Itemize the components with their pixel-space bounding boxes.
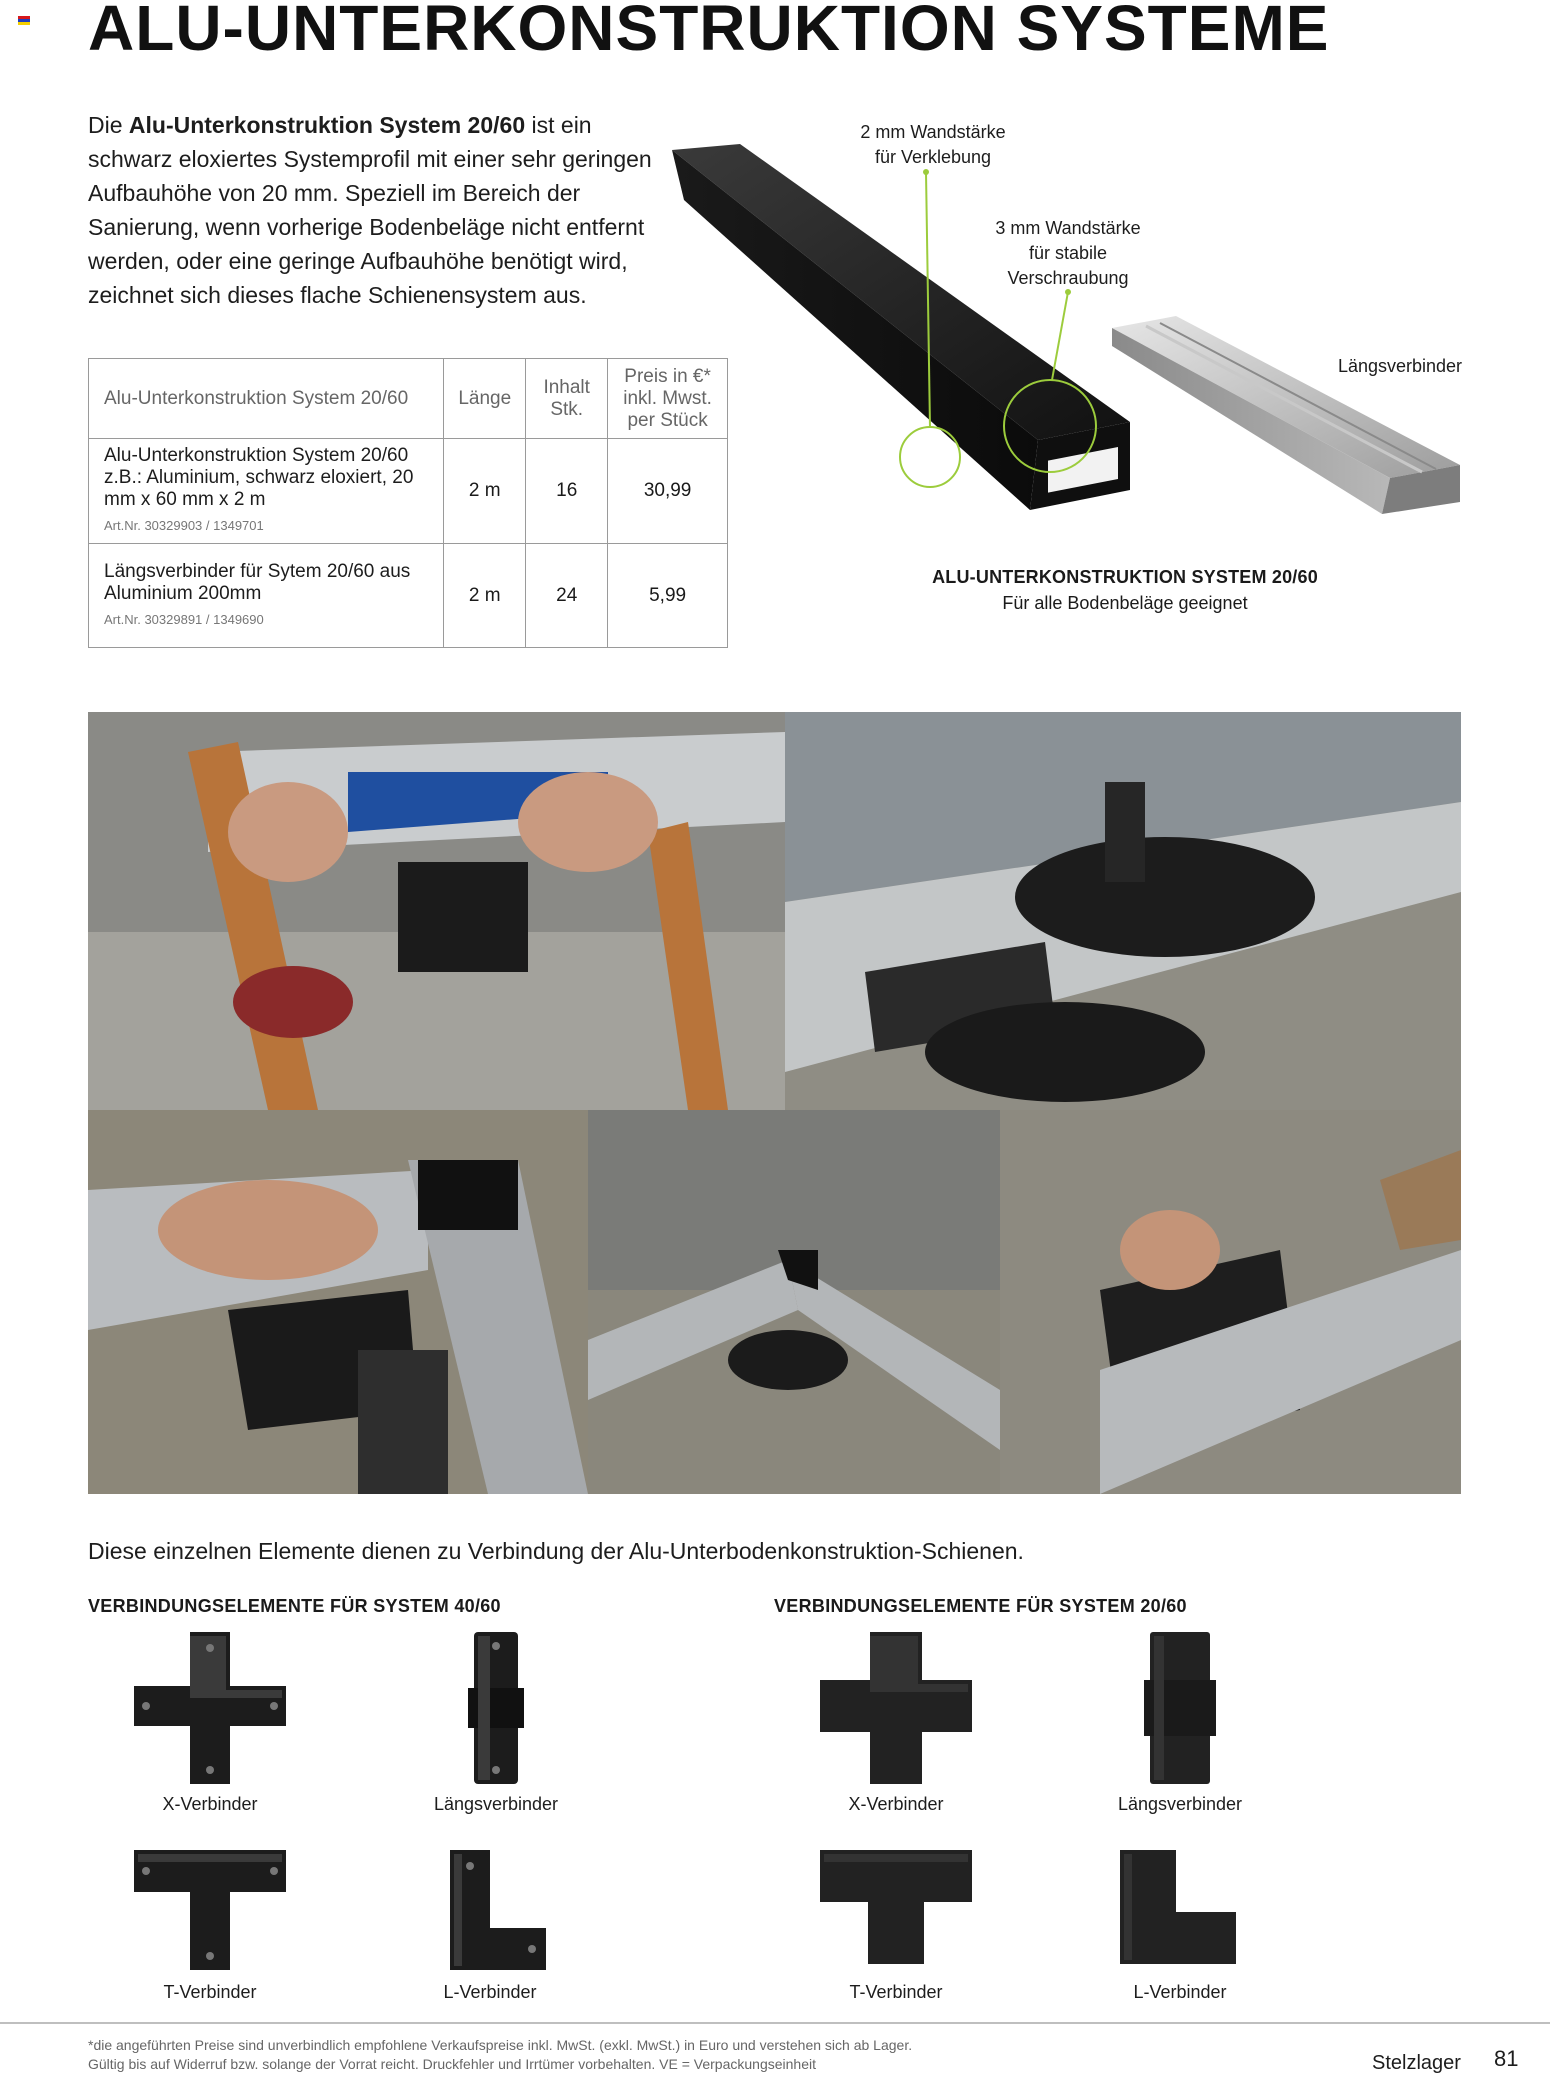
price-cell: 30,99 [608, 439, 728, 544]
price-cell: 5,99 [608, 544, 728, 648]
t-connector-icon [816, 1846, 976, 1976]
connector-label: Längsverbinder [433, 1794, 559, 1814]
header-product: Alu-Unterkonstruktion System 20/60 [89, 359, 444, 439]
header-length: Länge [444, 359, 526, 439]
qty-cell: 16 [526, 439, 608, 544]
article-number: Art.Nr. 30329903 / 1349701 [104, 518, 264, 533]
connector-label: X-Verbinder [848, 1794, 944, 1814]
profile-illustration [660, 110, 1480, 570]
table-row [89, 439, 728, 544]
product-caption-subtitle: Für alle Bodenbeläge geeignet [1002, 593, 1248, 613]
callout-2mm [838, 120, 1028, 170]
photo-drilling [88, 1110, 588, 1494]
callout-2mm-line2: für Verklebung [874, 147, 992, 167]
t-connector-icon [130, 1846, 290, 1976]
aluminium-profile-image [660, 110, 1480, 570]
intro-prefix: Die [88, 112, 129, 138]
footer-section-name: Stelzlager [1372, 2052, 1461, 2074]
length-cell: 2 m [444, 439, 526, 544]
page-number: 81 [1494, 2046, 1519, 2071]
connector-label: Längsverbinder [1117, 1794, 1243, 1814]
connector-item [110, 1628, 310, 1815]
callout-3mm-line3: Verschraubung [1007, 268, 1129, 288]
flag-stripe-yellow [18, 22, 30, 25]
section-heading-20-60: VERBINDUNGSELEMENTE FÜR SYSTEM 20/60 [774, 1596, 1187, 1616]
callout-line-3mm [1052, 292, 1068, 380]
connector-item [796, 1846, 996, 2003]
qty-cell: 24 [526, 544, 608, 648]
l-connector-icon [1100, 1846, 1260, 1976]
photo-corner-connector [588, 1110, 1000, 1494]
article-number: Art.Nr. 30329891 / 1349690 [104, 611, 264, 627]
footer-line-2: Gültig bis auf Widerruf bzw. solange der Vorrat reicht. Druckfehler und Irrtümer vorbehalten. VE = Verpackungseinheit [88, 2056, 816, 2072]
x-connector-icon [130, 1628, 290, 1788]
connector-item [390, 1846, 590, 2003]
header-qty: Inhalt Stk. [526, 359, 608, 439]
callout-2mm-line1: 2 mm Wandstärke [860, 122, 1006, 142]
product-name-cell [89, 544, 444, 648]
page-title: ALU-UNTERKONSTRUKTION SYSTEME [88, 0, 1330, 64]
straight-connector-icon [1100, 1628, 1260, 1788]
connector-item [1080, 1628, 1280, 1815]
l-connector-icon [410, 1846, 570, 1976]
photo-pedestal-tile [785, 712, 1461, 1110]
length-cell: 2 m [444, 544, 526, 648]
callout-circle-2mm [900, 427, 960, 487]
connectors-intro: Diese einzelnen Elemente dienen zu Verbindung der Alu-Unterbodenkonstruktion-Schienen. [88, 1538, 1024, 1564]
table-header-row [89, 359, 728, 439]
callout-3mm [968, 216, 1168, 291]
intro-product-name: Alu-Unterkonstruktion System 20/60 [128, 112, 526, 138]
straight-connector-icon [416, 1628, 576, 1788]
connector-label: L-Verbinder [443, 1982, 537, 2002]
connector-label: X-Verbinder [162, 1794, 258, 1814]
footer-disclaimer [88, 2036, 1088, 2074]
product-caption-heading: ALU-UNTERKONSTRUKTION SYSTEM 20/60 [932, 567, 1318, 587]
x-connector-icon [816, 1628, 976, 1788]
connector-item [396, 1628, 596, 1815]
intro-paragraph [88, 108, 668, 312]
product-caption [880, 564, 1370, 616]
product-name-cell [89, 439, 444, 544]
product-name: Längsverbinder für Sytem 20/60 aus Aluminium 200mm [104, 560, 411, 604]
callout-3mm-line1: 3 mm Wandstärke [995, 218, 1141, 238]
black-rail-top [672, 144, 1130, 440]
connector-label: T-Verbinder [163, 1982, 257, 2002]
footer-line-1: *die angeführten Preise sind unverbindlich empfohlene Verkaufspreise inkl. MwSt. (exkl. MwSt.) in Euro und verstehen sich ab Lager. [88, 2037, 913, 2053]
connector-item [1080, 1846, 1280, 2003]
product-table [88, 358, 728, 648]
footer-divider [0, 2022, 1550, 2024]
photo-placing-pedestal [1000, 1110, 1461, 1494]
connector-label: L-Verbinder [1133, 1982, 1227, 2002]
connector-label: T-Verbinder [849, 1982, 943, 2002]
intro-text: ist ein schwarz eloxiertes Systemprofil mit einer sehr geringen Aufbauhöhe von 20 mm. Speziell im Bereich der Sanierung, wenn vorherige Bodenbeläge nicht entfernt werden, oder eine geringe Aufbauhöhe benötigt wird, zeichnet sich dieses flache Schienensystem aus. [88, 112, 652, 308]
header-price: Preis in €* inkl. Mwst. per Stück [608, 359, 728, 439]
connector-item [796, 1628, 996, 1815]
table-row [89, 544, 728, 648]
connector-item [110, 1846, 310, 2003]
section-heading-40-60: VERBINDUNGSELEMENTE FÜR SYSTEM 40/60 [88, 1596, 501, 1616]
product-name: Alu-Unterkonstruktion System 20/60 z.B.: Aluminium, schwarz eloxiert, 20 mm x 60 mm x 2 m [104, 445, 414, 510]
language-flag-icon [18, 16, 30, 25]
callout-connector: Längsverbinder [1337, 356, 1463, 376]
callout-3mm-line2: für stabile [1028, 243, 1108, 263]
installation-photo-collage [88, 712, 1461, 1494]
photo-hammer-assembly [88, 712, 785, 1110]
